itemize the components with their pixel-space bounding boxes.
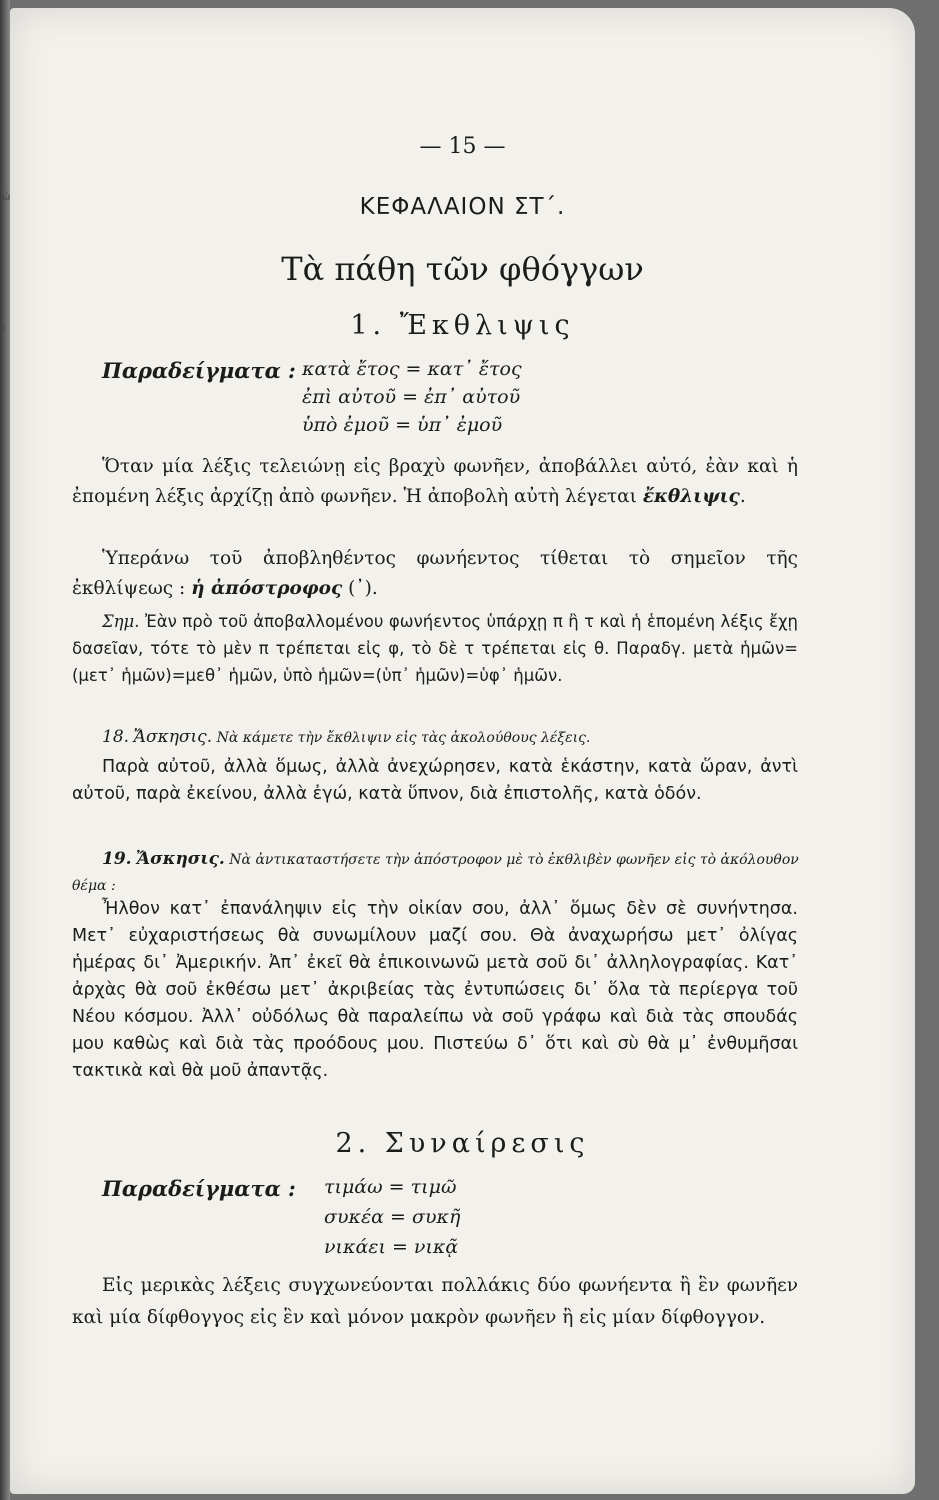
exercise-19-heading — [72, 846, 802, 899]
exercise-19-body: Ἦλθον κατ᾽ ἐπανάληψιν εἰς τὴν οἰκίαν σου, ἀλλ᾽ ὅμως δὲν σὲ συνήντησα. Μετ᾽ εὐχαριστήσεως θὰ συνωμίλουν μαζί σου. Θὰ ἀναχωρήσω μετ᾽ ὀλίγας ἡμέρας δι᾽ Ἀμερικήν. Ἀπ᾽ ἐκεῖ θὰ ἐπικοινωνῶ μετὰ σοῦ δι᾽ ἀλληλογραφίας. Κατ᾽ ἀρχὰς θὰ σοῦ ἐκθέσω μετ᾽ ἀκριβείας τὰς ἐντυπώσεις δι᾽ ὅλα τὰ περίεργα τοῦ Νέου κόσμου. Ἀλλ᾽ οὐδόλως θὰ παραλείπω νὰ σοῦ γράφω καὶ διὰ τὰς σπουδάς μου καθὼς καὶ διὰ τὰς προόδους μου. Πιστεύω δ᾽ ὅτι καὶ σὺ θὰ μ᾽ ἐνθυμῆσαι τακτικὰ καὶ θὰ μοῦ ἀπαντᾷς. — [72, 899, 798, 1081]
exercise-word: Ἄσκησις. — [133, 727, 213, 747]
example-line: τιμάω = τιμῶ — [324, 1176, 457, 1198]
example-line: ἐπὶ αὐτοῦ = ἐπ᾽ αὐτοῦ — [302, 386, 521, 408]
example-line: κατὰ ἔτος = κατ᾽ ἔτος — [302, 358, 522, 380]
example-line: νικάει = νικᾷ — [324, 1236, 459, 1258]
paragraph-ekthlipsis-definition — [72, 452, 798, 512]
book-page — [10, 8, 915, 1494]
exercise-number: 19. — [102, 849, 132, 869]
exercise-word: Ἄσκησις. — [136, 849, 225, 869]
paragraph-end: (᾽). — [348, 578, 378, 599]
paragraph-end: . — [739, 486, 746, 507]
paragraph-synairesis-definition: Εἰς μερικὰς λέξεις συγχωνεύονται πολλάκις δύο φωνήεντα ἢ ἓν φωνῆεν καὶ μία δίφθογγος εἰς ἓν καὶ μόνον μακρὸν φωνῆεν ἢ εἰς μίαν δίφθογγον. — [72, 1275, 798, 1328]
exercise-number: 18. — [102, 727, 130, 747]
term-apostrophe: ἡ ἀπόστροφος — [191, 578, 343, 599]
term-ekthlipsis: ἔκθλιψις — [642, 486, 740, 507]
book-spine-edge — [0, 0, 10, 1500]
exercise-instruction: Νὰ ἀντικαταστήσετε τὴν ἀπόστροφον μὲ τὸ ἐκθλιβὲν φωνῆεν εἰς τὸ ἀκόλουθον θέμα : — [72, 852, 799, 894]
example-line: συκέα = συκῆ — [324, 1206, 461, 1228]
page-number: — 15 — — [419, 134, 506, 159]
margin-mark: ώ — [2, 192, 11, 203]
section-title-ekthlipsis: 1. Ἔκθλιψις — [350, 310, 575, 341]
note-text: Ἐὰν πρὸ τοῦ ἀποβαλλομένου φωνήεντος ὑπάρχῃ π ἢ τ καὶ ἡ ἑπομένη λέξις ἔχῃ δασεῖαν, τότε τὸ μὲν π τρέπεται εἰς φ, τὸ δὲ τ τρέπεται εἰς θ. Παραδγ. μετὰ ἡμῶν=(μετ᾽ ἡμῶν)=μεθ᾽ ἡμῶν, ὑπὸ ἡμῶν=(ὑπ᾽ ἡμῶν)=ὑφ᾽ ἡμῶν. — [72, 612, 799, 685]
paragraph-text: Ὑπεράνω τοῦ ἀποβληθέντος φωνήεντος τίθεται τὸ σημεῖον τῆς ἐκθλίψεως : — [72, 548, 798, 599]
example-line: ὑπὸ ἐμοῦ = ὑπ᾽ ἐμοῦ — [302, 414, 503, 436]
paragraph-text: Ὅταν μία λέξις τελειώνῃ εἰς βραχὺ φωνῆεν, ἀποβάλλει αὐτό, ἐὰν καὶ ἡ ἐπομένη λέξις ἀρχίζῃ ἀπὸ φωνῆεν. Ἡ ἀποβολὴ αὐτὴ λέγεται — [72, 456, 798, 507]
paragraph-apostrophe — [72, 544, 798, 604]
exercise-instruction: Νὰ κάμετε τὴν ἔκθλιψιν εἰς τὰς ἀκολούθους λέξεις. — [216, 730, 591, 746]
note-label: Σημ. — [102, 612, 140, 631]
exercise-18-heading — [72, 724, 802, 751]
examples-label: Παραδείγματα : — [102, 1176, 296, 1201]
section-title-synairesis: 2. Συναίρεσις — [335, 1128, 590, 1159]
exercise-18-body: Παρὰ αὐτοῦ, ἀλλὰ ὅμως, ἀλλὰ ἀνεχώρησεν, κατὰ ἑκάστην, κατὰ ὥραν, ἀντὶ αὐτοῦ, παρὰ ἐκείνου, ἀλλὰ ἐγώ, κατὰ ὕπνον, διὰ ἐπιστολῆς, κατὰ ὁδόν. — [72, 757, 798, 804]
main-title: Τὰ πάθη τῶν φθόγγων — [281, 250, 644, 288]
margin-mark: ι — [2, 322, 6, 333]
chapter-title: ΚΕΦΑΛΑΙΟΝ ΣΤ΄. — [359, 194, 566, 220]
examples-label: Παραδείγματα : — [102, 358, 296, 383]
note-paragraph — [72, 608, 798, 689]
